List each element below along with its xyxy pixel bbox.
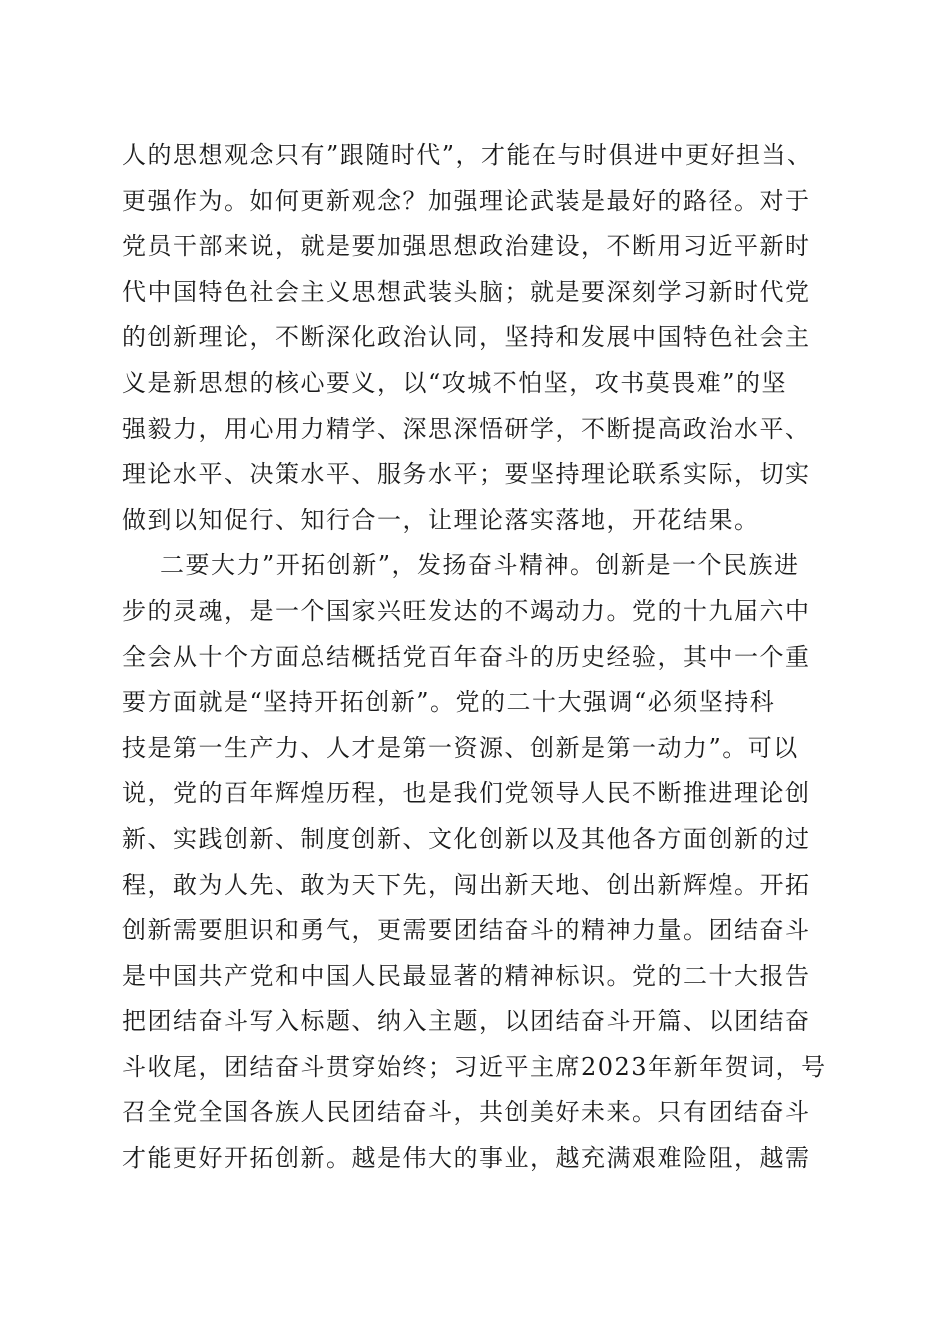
- paragraph-line: 二要大力”开拓创新”，发扬奋斗精神。创新是一个民族进: [160, 551, 800, 580]
- paragraph-line: 才能更好开拓创新。越是伟大的事业，越充满艰难险阻，越需: [122, 1144, 811, 1173]
- paragraph-line: 斗收尾，团结奋斗贯穿始终；习近平主席2023年新年贺词，号: [122, 1052, 827, 1081]
- paragraph-line: 是中国共产党和中国人民最显著的精神标识。党的二十大报告: [122, 961, 811, 990]
- paragraph-line: 把团结奋斗写入标题、纳入主题，以团结奋斗开篇、以团结奋: [122, 1007, 811, 1036]
- paragraph-line: 的创新理论，不断深化政治认同，坚持和发展中国特色社会主: [122, 323, 811, 352]
- paragraph-line: 人的思想观念只有”跟随时代”，才能在与时俱进中更好担当、: [122, 141, 813, 169]
- paragraph-line: 步的灵魂，是一个国家兴旺发达的不竭动力。党的十九届六中: [122, 596, 811, 625]
- paragraph-line: 义是新思想的核心要义，以“攻城不怕坚，攻书莫畏难”的坚: [122, 368, 788, 397]
- paragraph-line: 要方面就是“坚持开拓创新”。党的二十大强调“必须坚持科: [122, 688, 776, 717]
- paragraph-line: 党员干部来说，就是要加强思想政治建设，不断用习近平新时: [122, 232, 811, 261]
- paragraph-line: 程，敢为人先、敢为天下先，闯出新天地、创出新辉煌。开拓: [122, 870, 811, 899]
- paragraph-line: 理论水平、决策水平、服务水平；要坚持理论联系实际，切实: [122, 460, 811, 489]
- document-body: [122, 133, 842, 1182]
- paragraph-line: 技是第一生产力、人才是第一资源、创新是第一动力”。可以: [122, 733, 799, 762]
- paragraph-2: [122, 543, 842, 1181]
- paragraph-line: 全会从十个方面总结概括党百年奋斗的历史经验，其中一个重: [122, 642, 811, 671]
- paragraph-line: 强毅力，用心用力精学、深思深悟研学，不断提高政治水平、: [122, 414, 811, 443]
- paragraph-line: 创新需要胆识和勇气，更需要团结奋斗的精神力量。团结奋斗: [122, 916, 811, 945]
- paragraph-line: 做到以知促行、知行合一，让理论落实落地，开花结果。: [122, 505, 760, 534]
- paragraph-line: 新、实践创新、制度创新、文化创新以及其他各方面创新的过: [122, 824, 811, 853]
- paragraph-line: 更强作为。如何更新观念？加强理论武装是最好的路径。对于: [122, 186, 811, 215]
- paragraph-line: 召全党全国各族人民团结奋斗，共创美好未来。只有团结奋斗: [122, 1098, 811, 1127]
- paragraph-1: [122, 133, 842, 543]
- paragraph-line: 代中国特色社会主义思想武装头脑；就是要深刻学习新时代党: [122, 277, 811, 306]
- paragraph-line: 说，党的百年辉煌历程，也是我们党领导人民不断推进理论创: [122, 779, 811, 808]
